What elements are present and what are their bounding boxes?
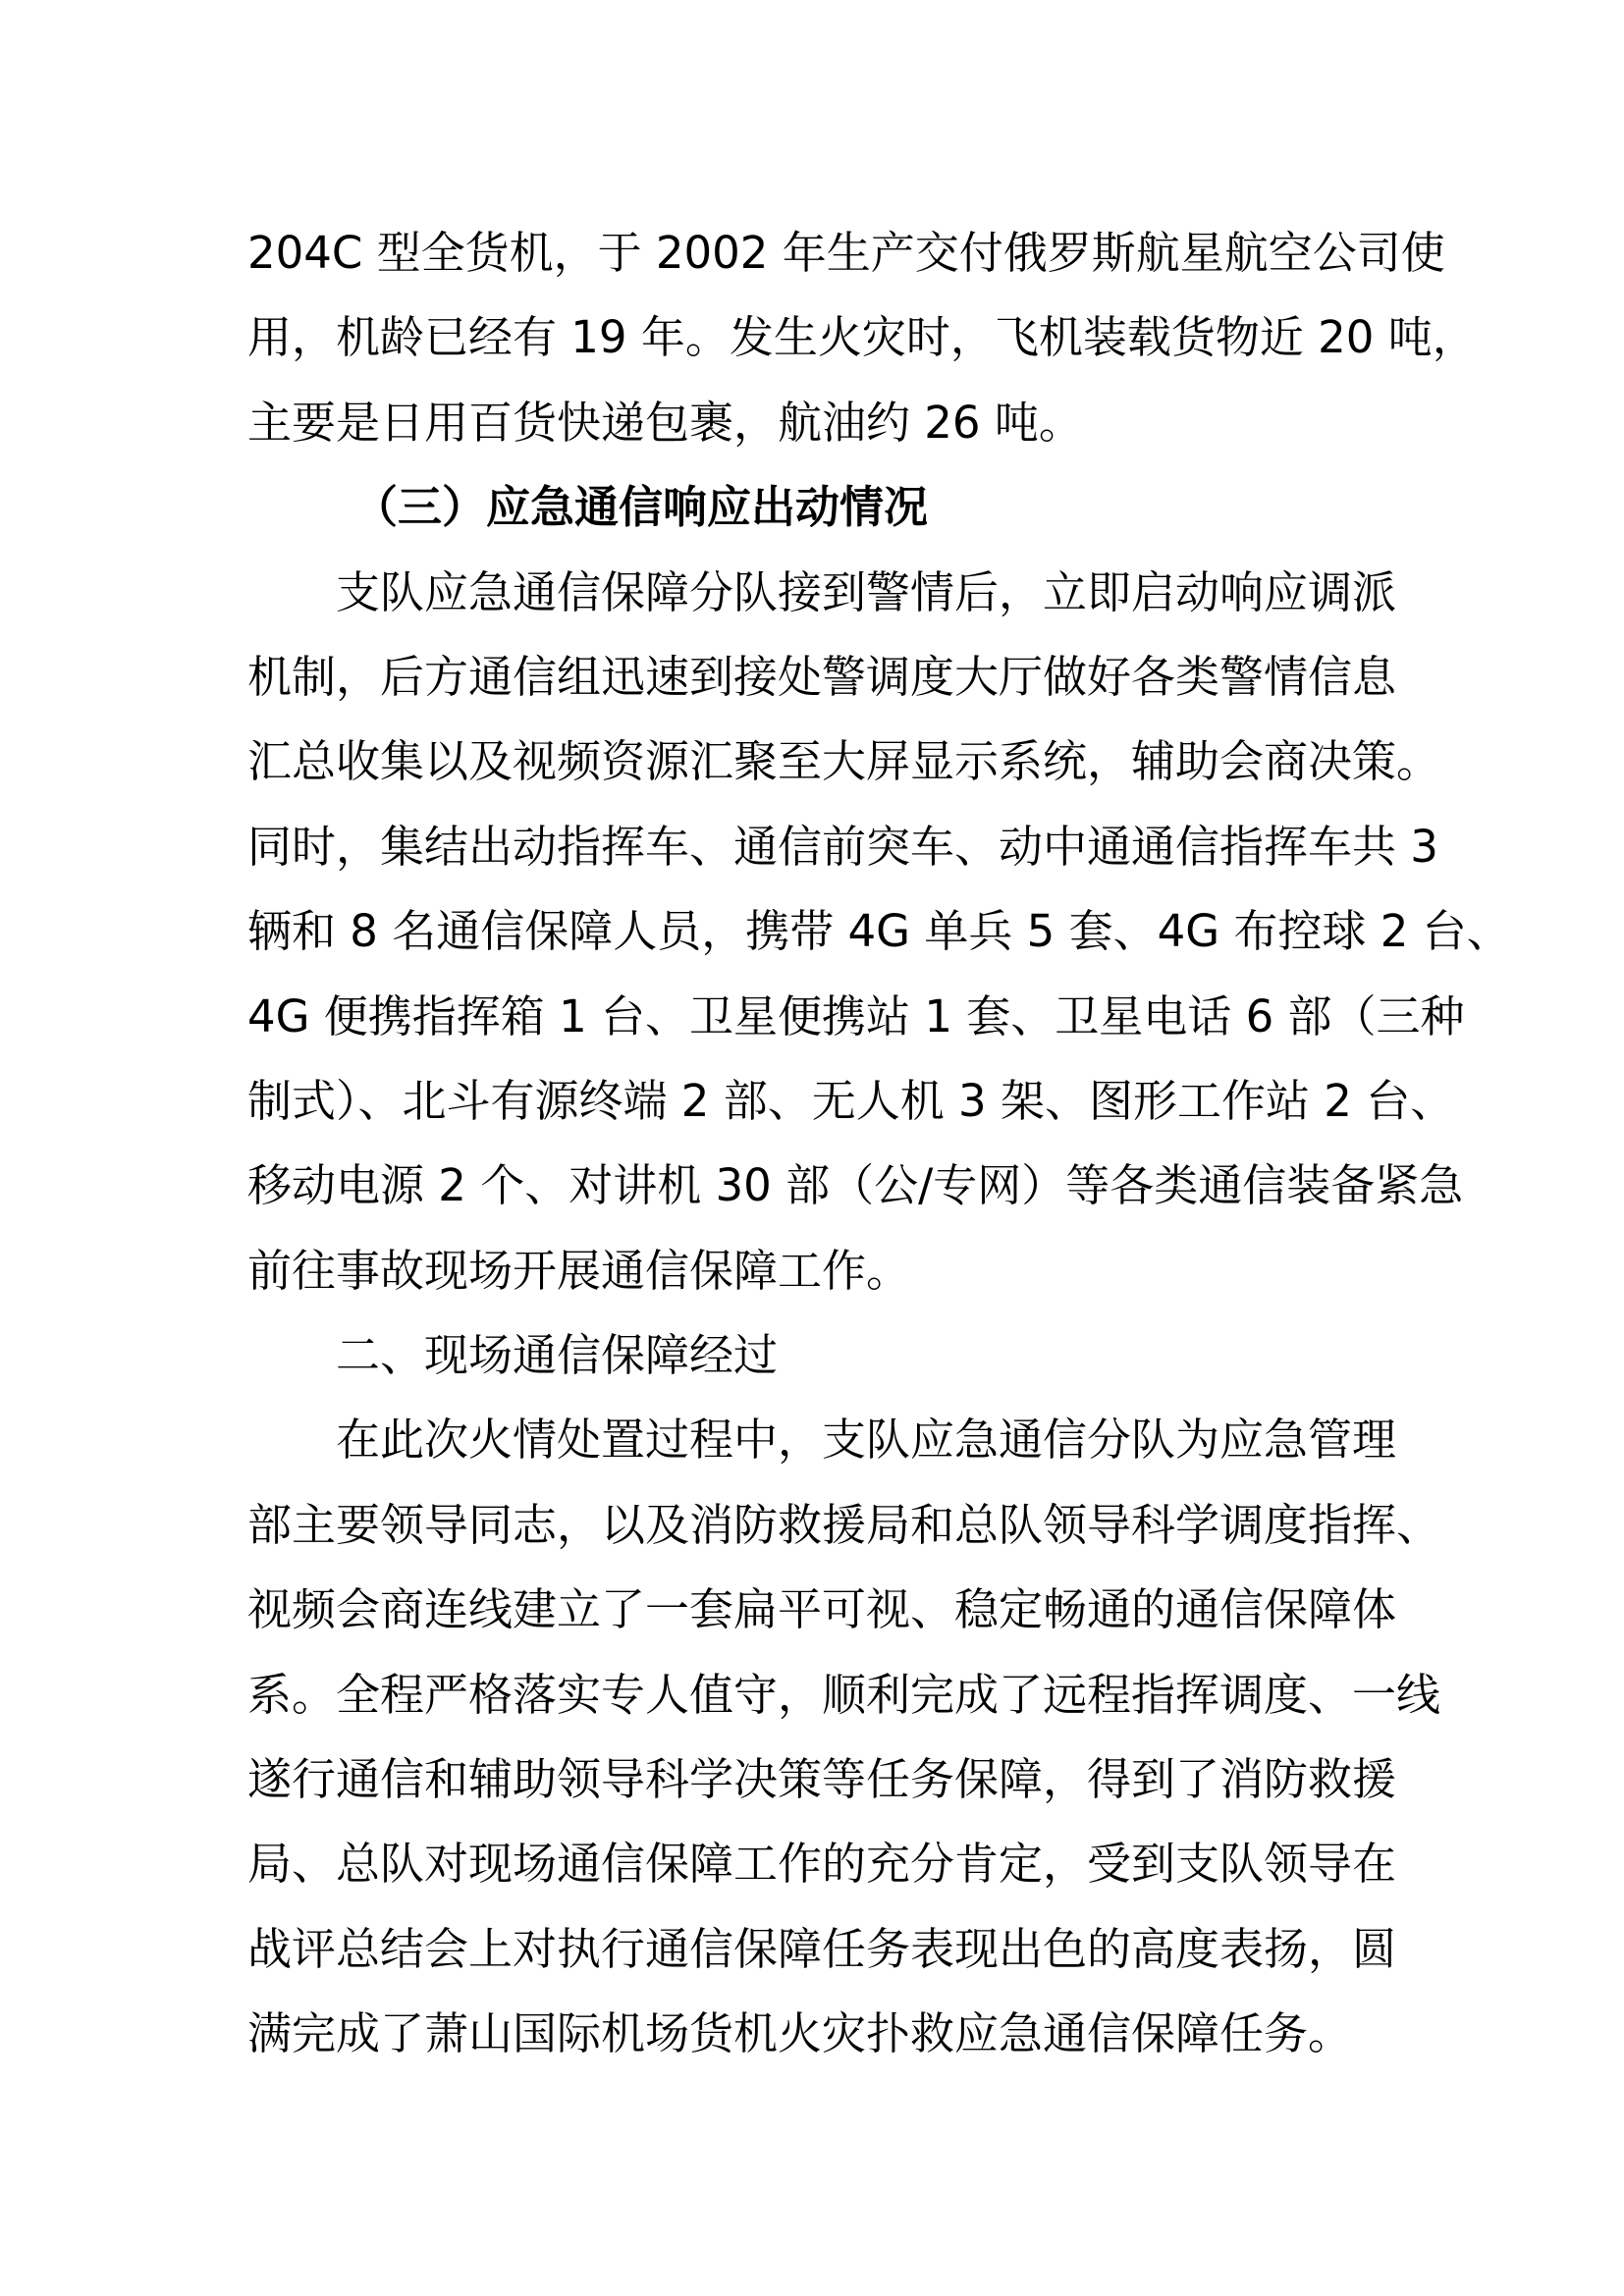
paragraph-line: 前往事故现场开展通信保障工作。 [247,1244,911,1297]
paragraph-line: 主要是日用百货快递包裹，航油约 26 吨。 [247,396,1083,449]
paragraph-line: 辆和 8 名通信保障人员，携带 4G 单兵 5 套、4G 布控球 2 台、 [247,905,1511,958]
paragraph-line: 视频会商连线建立了一套扁平可视、稳定畅通的通信保障体 [247,1583,1397,1636]
paragraph-line: 同时，集结出动指挥车、通信前突车、动中通通信指挥车共 3 [247,820,1438,873]
paragraph-line: 部主要领导同志，以及消防救援局和总队领导科学调度指挥、 [247,1498,1441,1551]
paragraph-line: 机制，后方通信组迅速到接处警调度大厅做好各类警情信息 [247,650,1397,703]
paragraph-line: 系。全程严格落实专人值守，顺利完成了远程指挥调度、一线 [247,1668,1441,1721]
paragraph-line: 遂行通信和辅助领导科学决策等任务保障，得到了消防救援 [247,1753,1397,1806]
paragraph-line: 移动电源 2 个、对讲机 30 部（公/专网）等各类通信装备紧急 [247,1159,1464,1212]
section-heading: （三）应急通信响应出动情况 [353,481,929,534]
paragraph-line: 用，机龄已经有 19 年。发生火灾时，飞机装载货物近 20 吨， [247,311,1477,364]
paragraph-line: 满完成了萧山国际机场货机火灾扑救应急通信保障任务。 [247,2007,1353,2060]
document-body [247,211,1511,2077]
paragraph-line: 局、总队对现场通信保障工作的充分肯定，受到支队领导在 [247,1838,1397,1891]
paragraph-line: 制式）、北斗有源终端 2 部、无人机 3 架、图形工作站 2 台、 [247,1074,1455,1127]
section-heading: 二、现场通信保障经过 [336,1329,779,1382]
paragraph-line: 在此次火情处置过程中，支队应急通信分队为应急管理 [336,1414,1397,1467]
paragraph-line: 战评总结会上对执行通信保障任务表现出色的高度表扬，圆 [247,1922,1397,1975]
paragraph-line: 汇总收集以及视频资源汇聚至大屏显示系统，辅助会商决策。 [247,735,1441,788]
paragraph-line: 支队应急通信保障分队接到警情后，立即启动响应调派 [336,565,1397,618]
paragraph-line: 4G 便携指挥箱 1 台、卫星便携站 1 套、卫星电话 6 部（三种 [247,989,1465,1042]
paragraph-line: 204C 型全货机，于 2002 年生产交付俄罗斯航星航空公司使 [247,227,1445,279]
